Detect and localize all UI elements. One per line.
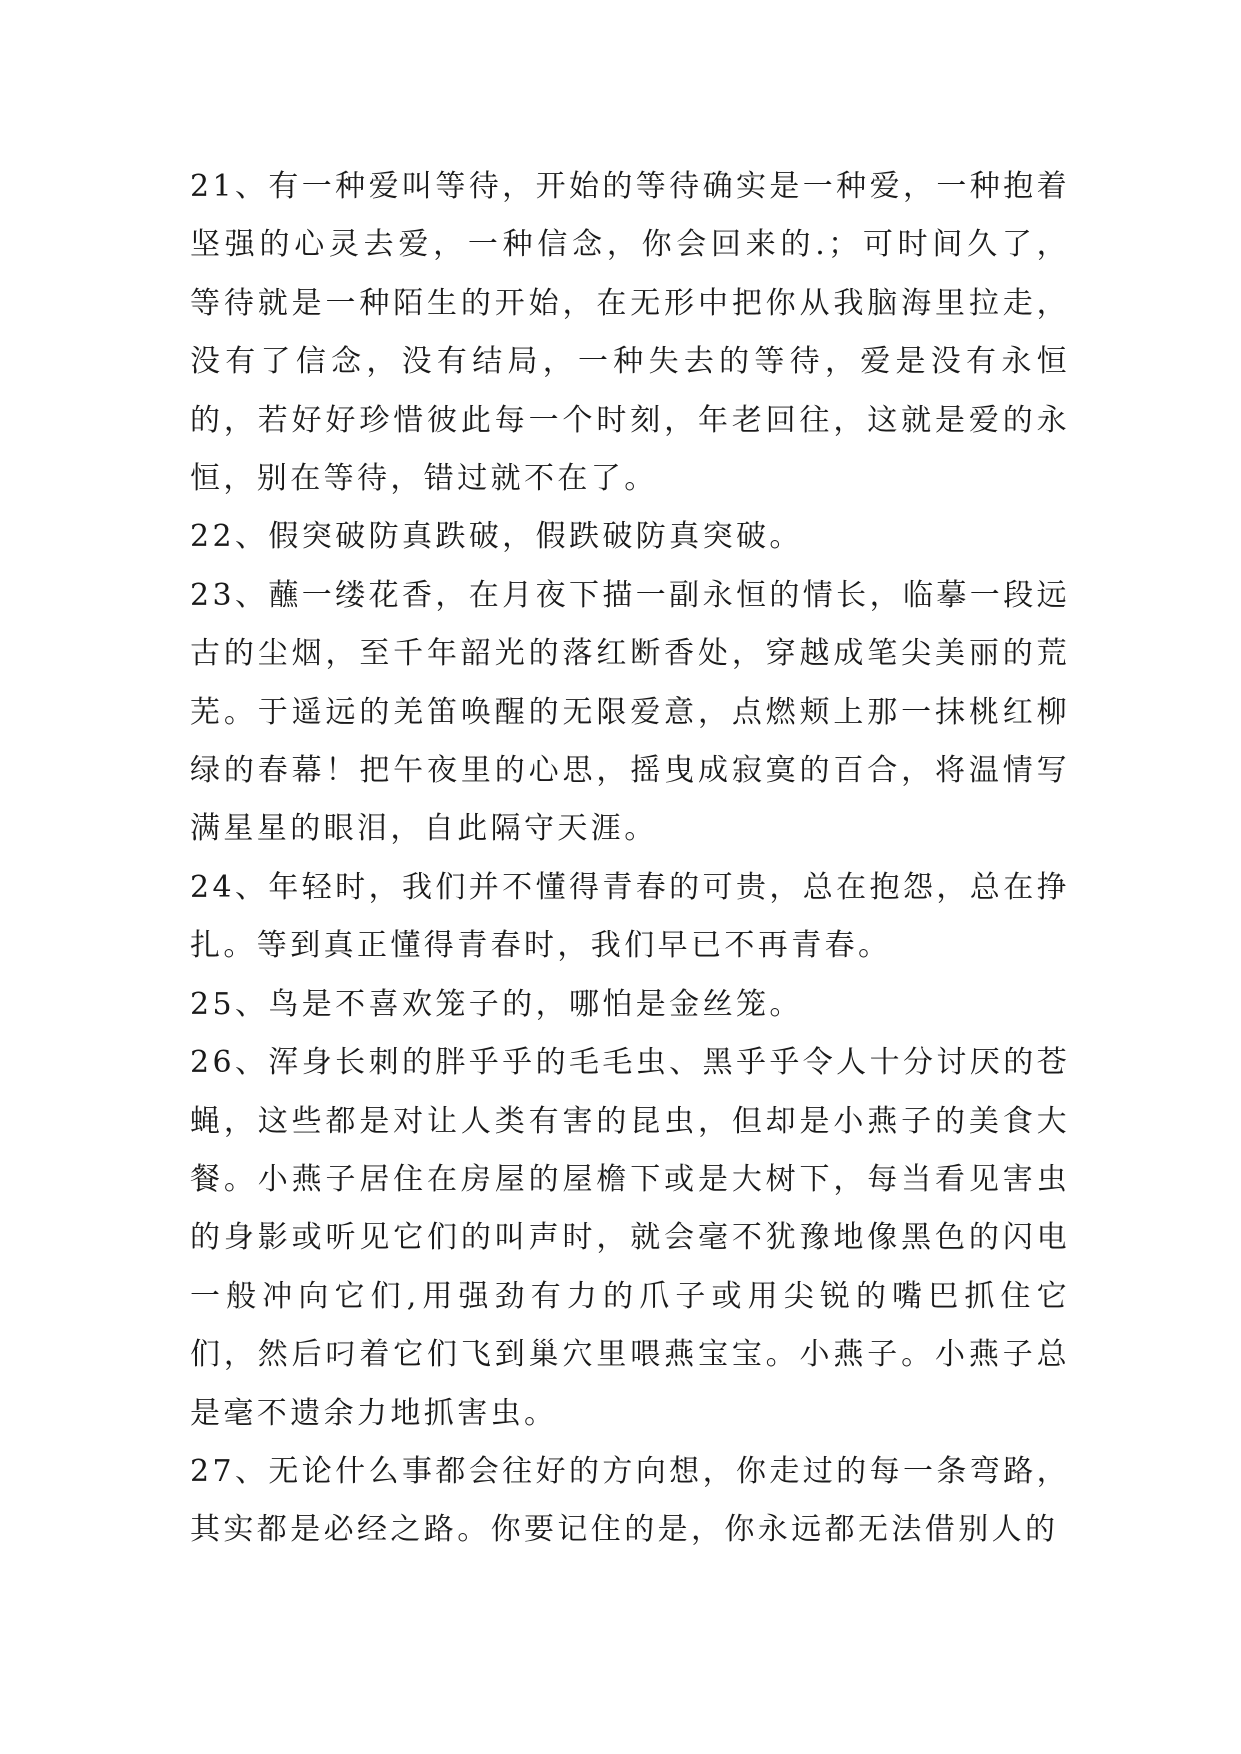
paragraph-26: 26、浑身长刺的胖乎乎的毛毛虫、黑乎乎令人十分讨厌的苍蝇，这些都是对让人类有害的昆虫，但却是小燕子的美食大餐。小燕子居住在房屋的屋檐下或是大树下，每当看见害虫的身影或听见它们的叫声时，就会毫不犹豫地像黑色的闪电一般冲向它们,用强劲有力的爪子或用尖锐的嘴巴抓住它们，然后叼着它们飞到巢穴里喂燕宝宝。小燕子。小燕子总是毫不遗余力地抓害虫。 bbox=[190, 1045, 1070, 1431]
paragraph-21: 21、有一种爱叫等待，开始的等待确实是一种爱，一种抱着坚强的心灵去爱，一种信念，你会回来的.；可时间久了，等待就是一种陌生的开始，在无形中把你从我脑海里拉走，没有了信念，没有结局，一种失去的等待，爱是没有永恒的，若好好珍惜彼此每一个时刻，年老回往，这就是爱的永恒，别在等待，错过就不在了。 bbox=[190, 169, 1070, 497]
paragraph-22: 22、假突破防真跌破，假跌破防真突破。 bbox=[190, 519, 803, 555]
paragraph-23: 23、蘸一缕花香，在月夜下描一副永恒的情长，临摹一段远古的尘烟，至千年韶光的落红断香处，穿越成笔尖美丽的荒芜。于遥远的羌笛唤醒的无限爱意，点燃颊上那一抹桃红柳绿的春幕！把午夜里的心思，摇曳成寂寞的百合，将温情写满星星的眼泪，自此隔守天涯。 bbox=[190, 577, 1070, 847]
paragraph-25: 25、鸟是不喜欢笼子的，哪怕是金丝笼。 bbox=[190, 986, 803, 1022]
paragraph-24: 24、年轻时，我们并不懂得青春的可贵，总在抱怨，总在挣扎。等到真正懂得青春时，我们早已不再青春。 bbox=[190, 869, 1070, 964]
document-body bbox=[190, 158, 1070, 1560]
paragraph-27: 27、无论什么事都会往好的方向想，你走过的每一条弯路，其实都是必经之路。你要记住的是，你永远都无法借别人的 bbox=[190, 1453, 1070, 1548]
